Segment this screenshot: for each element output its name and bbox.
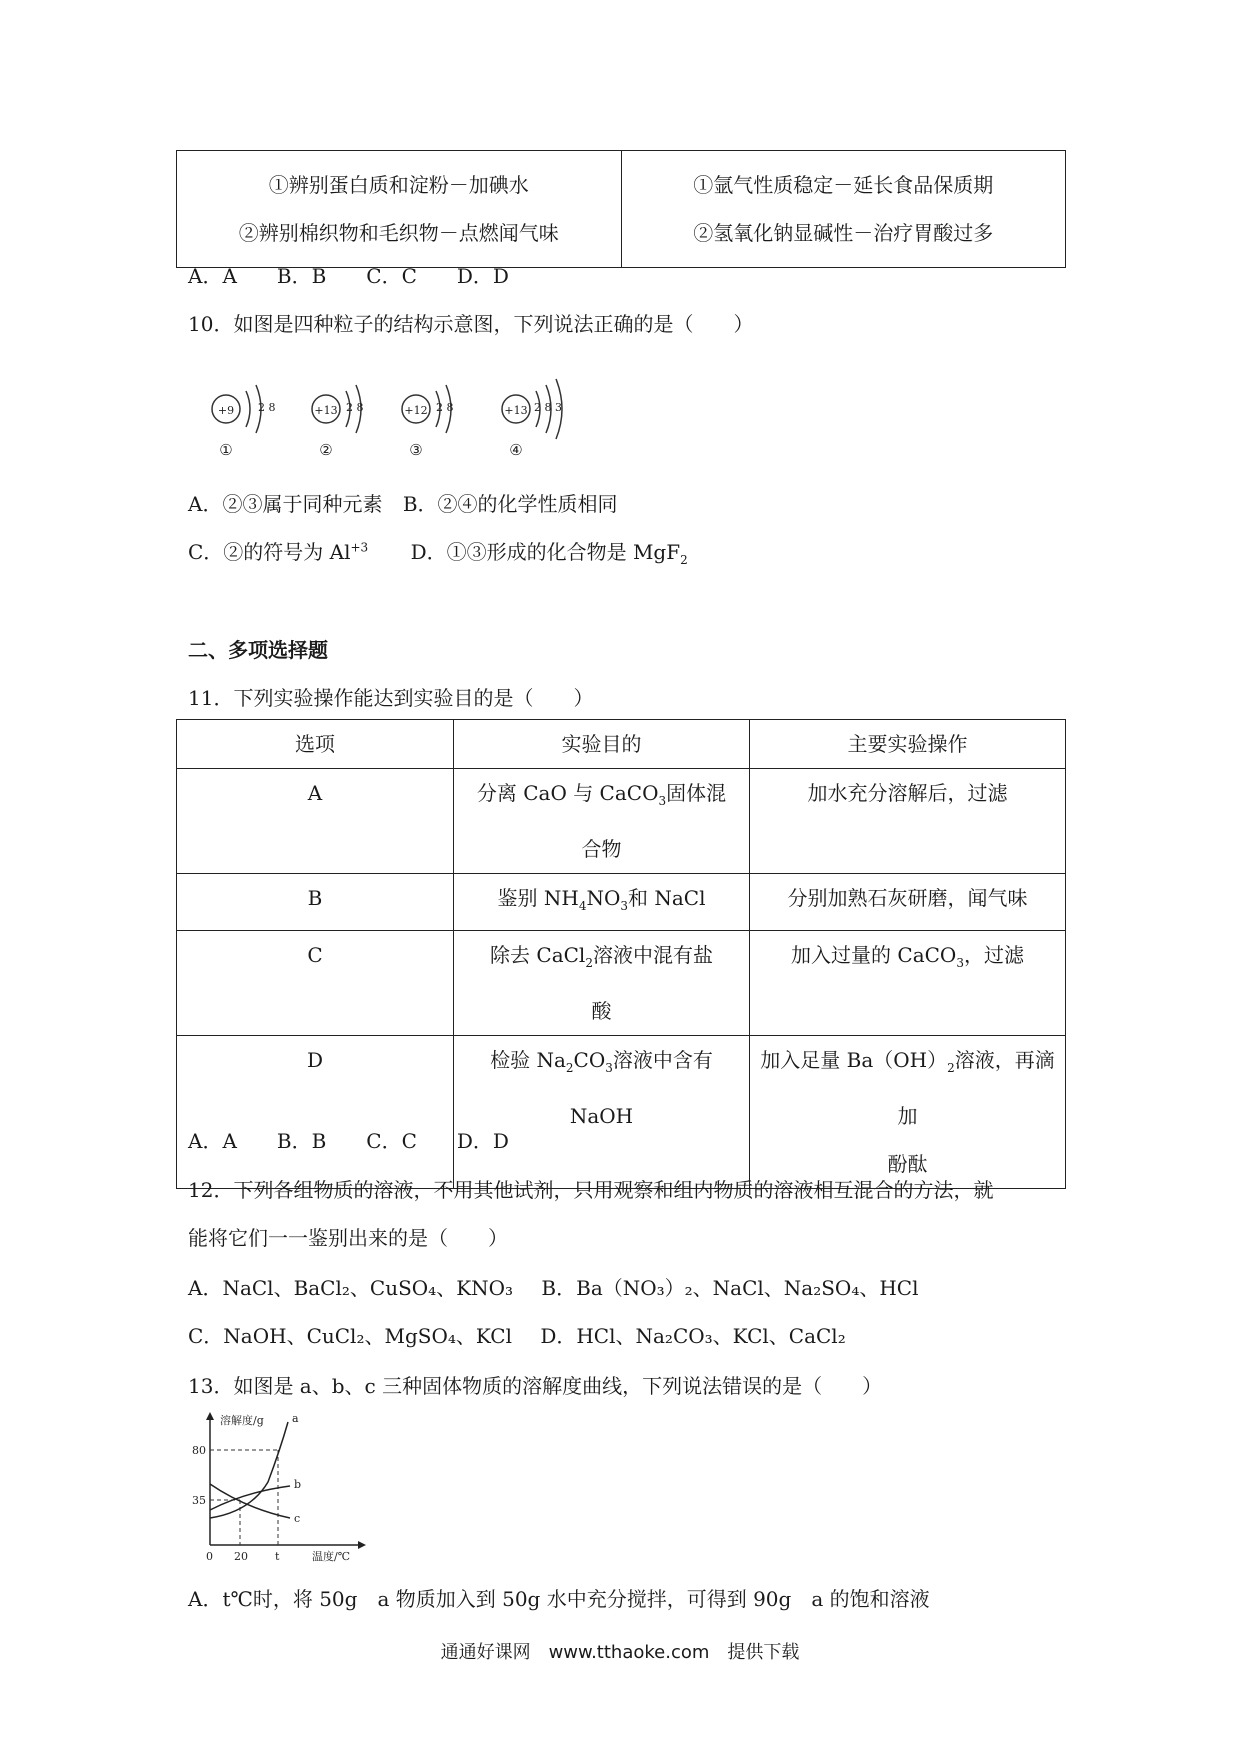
q10-option-a: A．②③属于同种元素 xyxy=(188,492,383,516)
series-a-line xyxy=(210,1422,288,1518)
q11-row-a-operation: 加水充分溶解后，过滤 xyxy=(750,769,1066,874)
q11-header-option: 选项 xyxy=(177,720,454,769)
particle-4 xyxy=(502,379,562,459)
q11-row-a-goal-text-1: 分离 CaO 与 CaCO xyxy=(476,781,659,805)
q9-right-line-2: ②氢氧化钠显碱性－治疗胃酸过多 xyxy=(693,221,994,245)
q11-row-a xyxy=(177,769,1066,874)
q13-stem: 13．如图是 a、b、c 三种固体物质的溶解度曲线，下列说法错误的是（ ） xyxy=(188,1374,883,1398)
y-tick-35: 35 xyxy=(192,1494,206,1507)
q11-header-operation: 主要实验操作 xyxy=(750,720,1066,769)
q13-option-a: A．t℃时，将 50g a 物质加入到 50g 水中充分搅拌，可得到 90g a 的饱和溶液 xyxy=(188,1587,930,1611)
q11-header-goal: 实验目的 xyxy=(454,720,750,769)
q11-row-c-goal xyxy=(454,931,750,1036)
q11-row-d-goal xyxy=(454,1036,750,1189)
q10-option-b: B．②④的化学性质相同 xyxy=(402,492,618,516)
particle-3-label: ③ xyxy=(409,441,423,459)
x-tick-0: 0 xyxy=(206,1550,213,1562)
q11-row-c-op-text-2: ，过滤 xyxy=(963,943,1024,967)
q12-stem-line-1: 12．下列各组物质的溶液，不用其他试剂，只用观察和组内物质的溶液相互混合的方法，就 xyxy=(188,1178,994,1202)
particle-4-shells: 2 8 3 xyxy=(534,401,562,414)
q11-row-d-goal-text-2: CO xyxy=(573,1048,606,1072)
x-axis-arrow-icon xyxy=(358,1541,366,1549)
q9-right-line-1: ①氩气性质稳定－延长食品保质期 xyxy=(693,173,994,197)
q11-row-d-goal-sub-2: 3 xyxy=(605,1061,613,1075)
q11-row-c-operation xyxy=(750,931,1066,1036)
particle-3 xyxy=(402,385,454,459)
q11-row-c-op-sub: 3 xyxy=(956,956,964,970)
q11-row-b-goal xyxy=(454,874,750,931)
series-a-label: a xyxy=(292,1412,299,1425)
q11-row-d-operation xyxy=(750,1036,1066,1189)
particle-2 xyxy=(312,385,364,459)
q11-row-b-option: B xyxy=(177,874,454,931)
y-axis-label: 溶解度/g xyxy=(220,1414,264,1427)
q11-row-a-goal xyxy=(454,769,750,874)
q11-row-c-goal-text-1: 除去 CaCl xyxy=(490,943,586,967)
q11-header-row xyxy=(177,720,1066,769)
particle-1-shells: 2 8 xyxy=(258,401,276,414)
q11-options: A．A B．B C．C D．D xyxy=(188,1129,509,1153)
q11-row-a-goal-text-3: 合物 xyxy=(581,837,622,861)
y-tick-80: 80 xyxy=(192,1444,206,1457)
q9-left-cell xyxy=(177,151,622,268)
series-c-label: c xyxy=(294,1512,301,1525)
q11-row-b-goal-text-2: NO xyxy=(586,886,621,910)
particle-1-nucleus: +9 xyxy=(217,404,235,417)
particle-2-label: ② xyxy=(319,441,333,459)
q11-row-d-option: D xyxy=(177,1036,454,1189)
q11-row-c xyxy=(177,931,1066,1036)
q11-row-c-goal-text-2: 溶液中混有盐 xyxy=(592,943,713,967)
q11-row-c-goal-text-3: 酸 xyxy=(591,999,612,1023)
q11-row-d-goal-sub: 2 xyxy=(565,1061,574,1075)
q9-options: A．A B．B C．C D．D xyxy=(188,264,509,288)
q11-row-d-goal-text-3: 溶液中含有 xyxy=(612,1048,713,1072)
x-tick-20: 20 xyxy=(234,1550,248,1562)
q10-option-c xyxy=(188,540,368,564)
particle-1 xyxy=(212,385,276,459)
q11-row-d-op-text-1: 加入足量 Ba（OH） xyxy=(760,1048,948,1072)
q9-table xyxy=(176,150,1066,268)
q11-row-a-goal-sub: 3 xyxy=(658,794,667,808)
q10-options-row-1 xyxy=(188,488,618,517)
q11-row-b xyxy=(177,874,1066,931)
section-title: 二、多项选择题 xyxy=(188,638,328,662)
q11-table xyxy=(176,719,1066,1189)
particle-3-shells: 2 8 xyxy=(436,401,454,414)
q9-left-line-2: ②辨别棉织物和毛织物－点燃闻气味 xyxy=(238,221,559,245)
solubility-chart xyxy=(190,1410,375,1562)
q11-row-d-goal-text-1: 检验 Na xyxy=(490,1048,566,1072)
particle-4-label: ④ xyxy=(509,441,523,459)
particle-3-nucleus: +12 xyxy=(404,404,428,417)
q10-option-c-sup: +3 xyxy=(350,540,369,555)
q11-row-a-goal-text-2: 固体混 xyxy=(666,781,727,805)
q10-option-d-sub: 2 xyxy=(680,553,688,567)
particle-2-nucleus: +13 xyxy=(314,404,338,417)
page-footer: 通通好课网 www.tthaoke.com 提供下载 xyxy=(440,1642,800,1663)
particle-2-shells: 2 8 xyxy=(346,401,364,414)
q9-right-cell xyxy=(621,151,1066,268)
q11-row-a-option: A xyxy=(177,769,454,874)
x-axis-label: 温度/℃ xyxy=(312,1550,351,1562)
q10-option-c-text: C．②的符号为 Al xyxy=(188,540,351,564)
q11-row-b-goal-text-3: 和 NaCl xyxy=(628,886,706,910)
q11-stem: 11．下列实验操作能达到实验目的是（ ） xyxy=(188,686,594,710)
q12-option-b: B．Ba（NO₃）₂、NaCl、Na₂SO₄、HCl xyxy=(541,1276,919,1300)
q12-option-c: C．NaOH、CuCl₂、MgSO₄、KCl xyxy=(188,1324,512,1348)
particle-1-label: ① xyxy=(219,441,233,459)
atom-structure-diagram xyxy=(190,355,610,465)
q10-options-row-2 xyxy=(188,536,688,567)
q11-row-d-op-sub: 2 xyxy=(947,1061,955,1075)
q11-row-d-goal-text-4: NaOH xyxy=(569,1104,634,1128)
q11-row-d-op-text-2: 溶液，再滴加 xyxy=(897,1048,1055,1128)
q12-option-a: A．NaCl、BaCl₂、CuSO₄、KNO₃ xyxy=(188,1276,514,1300)
series-b-label: b xyxy=(294,1478,302,1491)
q11-row-b-goal-sub: 4 xyxy=(578,899,587,913)
q11-row-c-option: C xyxy=(177,931,454,1036)
q11-row-c-op-text-1: 加入过量的 CaCO xyxy=(791,943,957,967)
particle-4-nucleus: +13 xyxy=(504,404,528,417)
y-axis-arrow-icon xyxy=(206,1412,214,1420)
q10-option-d-text: D．①③形成的化合物是 MgF xyxy=(410,540,681,564)
q10-option-d xyxy=(410,540,688,567)
q12-stem-line-2: 能将它们一一鉴别出来的是（ ） xyxy=(188,1226,508,1250)
x-tick-t: t xyxy=(275,1550,280,1562)
q12-option-d: D．HCl、Na₂CO₃、KCl、CaCl₂ xyxy=(540,1324,846,1348)
q11-row-b-goal-text-1: 鉴别 NH xyxy=(497,886,579,910)
q11-row-b-goal-sub-2: 3 xyxy=(620,899,628,913)
q11-row-d xyxy=(177,1036,1066,1189)
q10-stem: 10．如图是四种粒子的结构示意图，下列说法正确的是（ ） xyxy=(188,312,754,336)
q11-row-d-op-text-3: 酚酞 xyxy=(887,1152,928,1176)
q12-options-row-1 xyxy=(188,1272,919,1301)
q9-left-line-1: ①辨别蛋白质和淀粉－加碘水 xyxy=(268,173,529,197)
q11-row-c-goal-sub: 2 xyxy=(585,956,593,970)
q11-row-b-operation: 分别加熟石灰研磨，闻气味 xyxy=(750,874,1066,931)
q12-options-row-2 xyxy=(188,1320,846,1349)
